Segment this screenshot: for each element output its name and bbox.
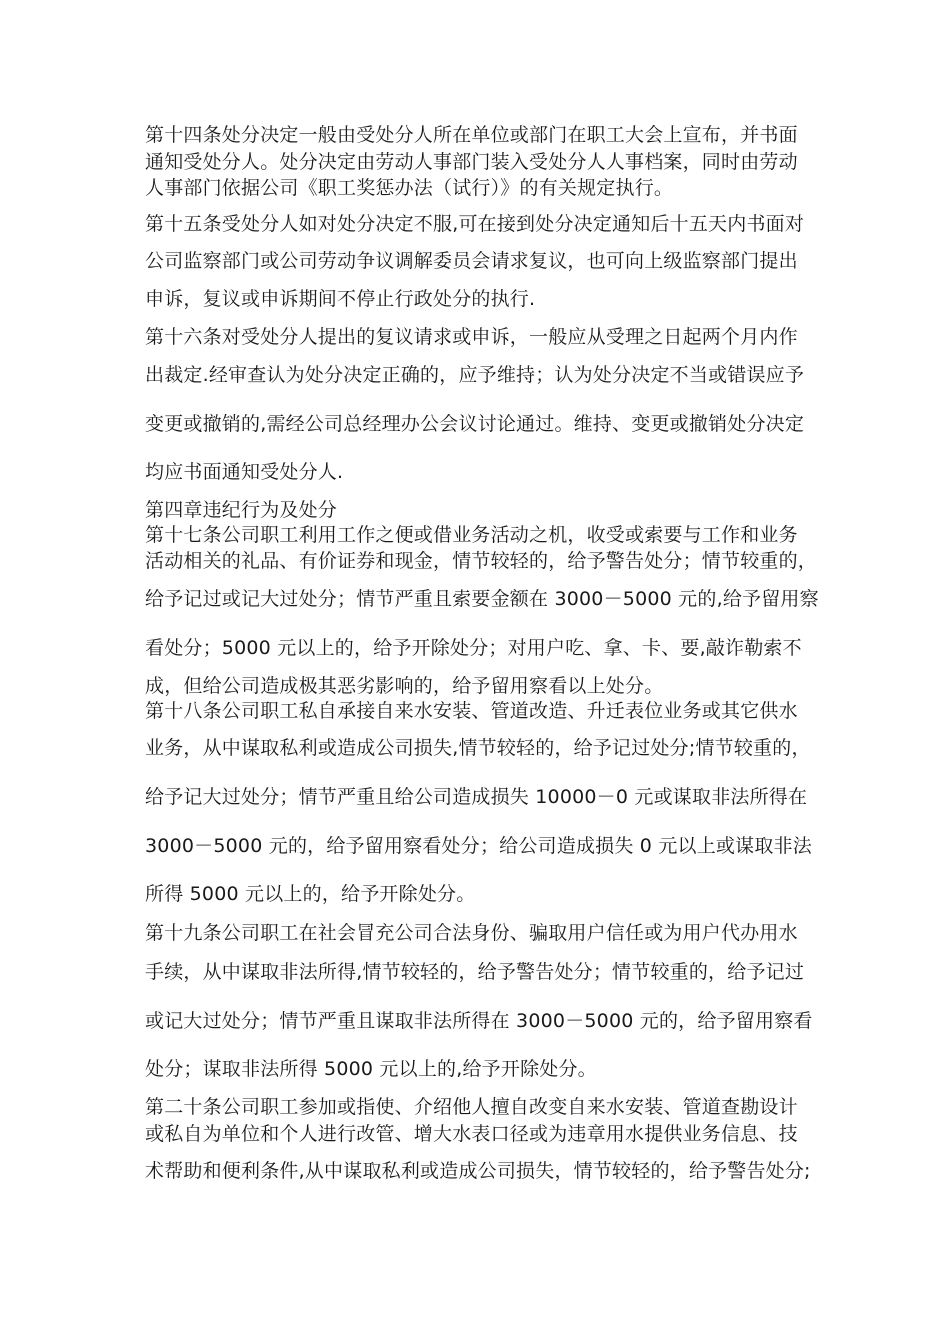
text-line: 第十五条受处分人如对处分决定不服,可在接到处分决定通知后十五天内书面对 bbox=[145, 213, 805, 235]
text-line: 或记大过处分；情节严重且谋取非法所得在 3000－5000 元的，给予留用察看 bbox=[145, 1010, 813, 1032]
text-line: 第十九条公司职工在社会冒充公司合法身份、骗取用户信任或为用户代办用水 bbox=[145, 922, 798, 944]
text-line: 术帮助和便利条件,从中谋取私利或造成公司损失，情节较轻的，给予警告处分; bbox=[145, 1160, 811, 1182]
text-line: 成，但给公司造成极其恶劣影响的，给予留用察看以上处分。 bbox=[145, 675, 664, 697]
text-line: 人事部门依据公司《职工奖惩办法（试行）》的有关规定执行。 bbox=[145, 177, 674, 199]
text-line: 第十四条处分决定一般由受处分人所在单位或部门在职工大会上宣布，并书面 bbox=[145, 124, 798, 146]
text-line: 出裁定.经审查认为处分决定正确的，应予维持；认为处分决定不当或错误应予 bbox=[145, 364, 805, 386]
text-line: 第十八条公司职工私自承接自来水安装、管道改造、升迁表位业务或其它供水 bbox=[145, 700, 798, 722]
text-line: 所得 5000 元以上的，给予开除处分。 bbox=[145, 883, 476, 905]
text-line: 均应书面通知受处分人. bbox=[145, 461, 344, 483]
text-line: 申诉，复议或申诉期间不停止行政处分的执行. bbox=[145, 288, 536, 310]
text-line: 手续，从中谋取非法所得,情节较轻的，给予警告处分；情节较重的，给予记过 bbox=[145, 961, 805, 983]
text-line: 给予记过或记大过处分；情节严重且索要金额在 3000－5000 元的,给予留用察 bbox=[145, 588, 819, 610]
chapter-heading: 第四章违纪行为及处分 bbox=[145, 499, 338, 521]
text-line: 给予记大过处分；情节严重且给公司造成损失 10000－0 元或谋取非法所得在 bbox=[145, 786, 808, 808]
text-line: 第十七条公司职工利用工作之便或借业务活动之机，收受或索要与工作和业务 bbox=[145, 524, 798, 546]
text-line: 活动相关的礼品、有价证券和现金，情节较轻的，给予警告处分；情节较重的， bbox=[145, 550, 818, 572]
text-line: 第二十条公司职工参加或指使、介绍他人擅自改变自来水安装、管道查勘设计 bbox=[145, 1096, 798, 1118]
text-line: 公司监察部门或公司劳动争议调解委员会请求复议，也可向上级监察部门提出 bbox=[145, 250, 798, 272]
text-line: 业务，从中谋取私利或造成公司损失,情节较轻的，给予记过处分;情节较重的， bbox=[145, 737, 811, 759]
text-line: 变更或撤销的,需经公司总经理办公会议讨论通过。维持、变更或撤销处分决定 bbox=[145, 413, 805, 435]
text-line: 处分；谋取非法所得 5000 元以上的,给予开除处分。 bbox=[145, 1058, 597, 1080]
text-line: 通知受处分人。处分决定由劳动人事部门装入受处分人人事档案，同时由劳动 bbox=[145, 151, 798, 173]
text-line: 或私自为单位和个人进行改管、增大水表口径或为违章用水提供业务信息、技 bbox=[145, 1123, 798, 1145]
text-line: 第十六条对受处分人提出的复议请求或申诉，一般应从受理之日起两个月内作 bbox=[145, 326, 798, 348]
text-line: 看处分；5000 元以上的，给予开除处分；对用户吃、拿、卡、要,敲诈勒索不 bbox=[145, 637, 802, 659]
text-line: 3000－5000 元的，给予留用察看处分；给公司造成损失 0 元以上或谋取非法 bbox=[145, 835, 812, 857]
